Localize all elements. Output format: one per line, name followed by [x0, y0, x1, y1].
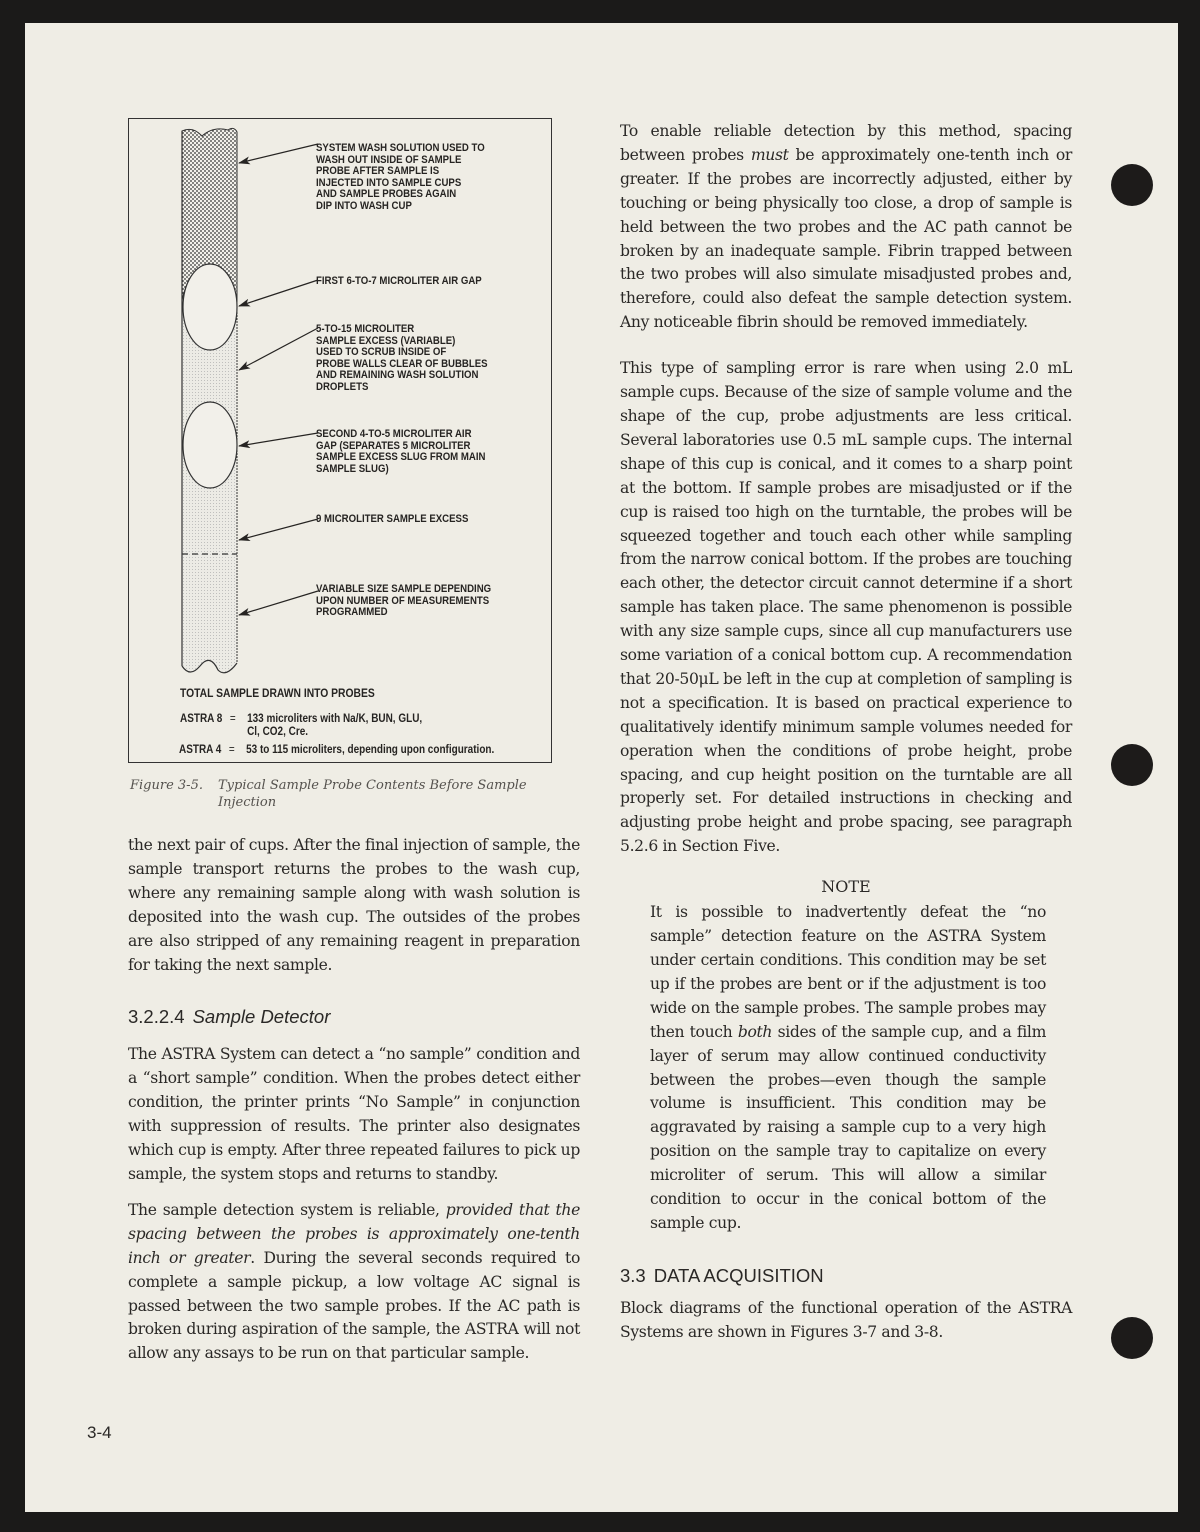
right-column — [620, 120, 1072, 1345]
total-sample-title: TOTAL SAMPLE DRAWN INTO PROBES — [180, 686, 375, 700]
label-line: 5-TO-15 MICROLITER — [316, 323, 415, 335]
note-title: NOTE — [821, 877, 871, 897]
text-run: be approximately one-tenth inch or greater. If the probes are incorrectly adjusted, either by touching or being physically too close, a drop of sample is held between the two probes and the AC path cannot be broken by an inadequate sample. Fibrin trapped between the two probes will also simulate misadjusted probes and, therefore, could also defeat the sample detection system. Any noticeable fibrin should be removed immediately. — [620, 145, 1072, 332]
label-line: INJECTED INTO SAMPLE CUPS — [316, 176, 462, 189]
text-run: sides of the sample cup, and a film layer of serum may allow continued conductivity between the probes—even though the sample volume is insufficient. This condition may be aggravated by raising a sample cup to a very high position on the sample tray to capitalize on every microliter of serum. This will allow a similar condition to occur in the conical bottom of the sample cup. — [650, 1022, 1047, 1232]
text-run: . During the several seconds required to complete a sample pickup, a low voltage AC signal is passed between the two sample probes. If the AC path is broken during aspiration of the sample, the ASTRA will not allow any assays to be run on that particular sample. — [128, 1248, 580, 1363]
paragraph-detection-reliability — [128, 1199, 580, 1366]
label-line: PROGRAMMED — [316, 606, 388, 619]
label-line: WASH OUT INSIDE OF SAMPLE — [316, 153, 462, 166]
label-line: SAMPLE EXCESS SLUG FROM MAIN — [316, 451, 486, 464]
label-line: 9 MICROLITER SAMPLE EXCESS — [316, 513, 469, 525]
emphasis-text: both — [737, 1022, 773, 1041]
label-line: FIRST 6-TO-7 MICROLITER AIR GAP — [316, 275, 482, 287]
section-heading-3-2-2-4 — [128, 1006, 580, 1028]
equals-sign: = — [229, 712, 236, 725]
caption-number: Figure 3-5. — [130, 778, 203, 793]
section-number: 3.2.2.4 — [128, 1006, 185, 1028]
label-line: SYSTEM WASH SOLUTION USED TO — [316, 142, 485, 154]
label-line: SAMPLE EXCESS (VARIABLE) — [316, 334, 456, 347]
label-nine-microliter-excess — [316, 514, 468, 526]
astra-8-label: ASTRA 8 — [180, 712, 223, 725]
label-line: DROPLETS — [316, 380, 369, 393]
document-page — [25, 23, 1178, 1512]
note-text — [650, 901, 1046, 1236]
label-line: VARIABLE SIZE SAMPLE DEPENDING — [316, 583, 492, 595]
binder-hole-middle — [1111, 744, 1153, 786]
caption-text-line2: Injection — [218, 795, 277, 810]
binder-hole-top — [1111, 164, 1153, 206]
astra-4-volume — [179, 744, 494, 757]
text-run: It is possible to inadvertently defeat the “no sample” detection feature on the ASTRA System under certain conditions. This condition may be set up if the probes are bent or if the adjustment is too wide on the sample probes. The sample probes may then touch — [650, 903, 1046, 1041]
caption-text-line1: Typical Sample Probe Contents Before Sample — [218, 778, 527, 793]
label-line: UPON NUMBER OF MEASUREMENTS — [316, 594, 490, 607]
section-title: DATA ACQUISITION — [653, 1264, 824, 1286]
text-run: To enable reliable detection by this method, spacing between probes — [620, 122, 1072, 164]
binder-hole-bottom — [1111, 1317, 1153, 1359]
section-title: Sample Detector — [192, 1006, 331, 1028]
paragraph-data-acquisition: Block diagrams of the functional operation of the ASTRA Systems are shown in Figures 3-7 and 3-8. — [620, 1298, 1072, 1341]
astra-8-value-line2: Cl, CO2, Cre. — [247, 724, 309, 738]
text-run: The sample detection system is reliable, — [128, 1200, 446, 1219]
page-number: 3-4 — [87, 1423, 112, 1442]
label-sample-excess-variable — [316, 324, 488, 394]
emphasis-text: must — [750, 145, 789, 164]
emphasis-text: provided that the spacing between the probes is approximately one-tenth inch or greater — [128, 1200, 580, 1267]
section-number: 3.3 — [620, 1264, 646, 1286]
equals-sign: = — [228, 743, 235, 756]
label-line: GAP (SEPARATES 5 MICROLITER — [316, 439, 471, 452]
paragraph-probe-spacing — [620, 120, 1072, 335]
astra-4-label: ASTRA 4 — [179, 743, 222, 756]
label-line: AND SAMPLE PROBES AGAIN — [316, 188, 457, 201]
section-heading-3-3 — [620, 1265, 1072, 1287]
label-line: AND REMAINING WASH SOLUTION — [316, 369, 479, 382]
astra-8-value-line1: 133 microliters with Na/K, BUN, GLU, — [247, 712, 423, 725]
figure-3-5 — [128, 118, 552, 763]
label-variable-size-sample — [316, 584, 491, 619]
astra-8-volume — [180, 713, 422, 738]
label-wash-solution — [316, 143, 485, 213]
label-line: DIP INTO WASH CUP — [316, 199, 412, 212]
astra-4-value: 53 to 115 microliters, depending upon configuration. — [246, 743, 495, 756]
label-line: USED TO SCRUB INSIDE OF — [316, 346, 447, 359]
label-line: PROBE AFTER SAMPLE IS — [316, 165, 440, 178]
left-column — [128, 834, 580, 1366]
label-line: SECOND 4-TO-5 MICROLITER AIR — [316, 428, 472, 440]
paragraph-no-sample-condition: The ASTRA System can detect a “no sample” condition and a “short sample” condition. When the probes detect either condition, the printer prints “No Sample” in conjunction with suppression of results. The printer also designates which cup is empty. After three repeated failures to pick up sample, the system stops and returns to standby. — [128, 1045, 580, 1183]
paragraph-wash-cup: the next pair of cups. After the final injection of sample, the sample transport returns the probes to the wash cup, where any remaining sample along with wash solution is deposited into the wash cup. The outsides of the probes are also stripped of any remaining reagent in preparation for taking the next sample. — [128, 836, 580, 974]
figure-caption — [130, 777, 570, 811]
paragraph-sampling-error: This type of sampling error is rare when using 2.0 mL sample cups. Because of the size of sample volume and the shape of the cup, probe adjustments are less critical. Several laboratories use 0.5 mL sample cups. The internal shape of this cup is conical, and it comes to a sharp point at the bottom. If sample probes are misadjusted or if the cup is raised too high on the turntable, the probes will be squeezed together and touch each other while sampling from the narrow conical bottom. If the probes are touching each other, the detector circuit cannot determine if a short sample has taken place. The same phenomenon is possible with any size sample cups, since all cup manufacturers use some variation of a conical bottom cup. A recommendation that 20-50μL be left in the cup at completion of sampling is not a specification. It is based on practical experience to qualitatively identify minimum sample volumes needed for operation when the conditions of probe height, probe spacing, and cup height position on the turntable are all properly set. For detailed instructions in checking and adjusting probe height and probe spacing, see paragraph 5.2.6 in Section Five. — [620, 359, 1072, 856]
label-line: SAMPLE SLUG) — [316, 462, 389, 475]
label-second-air-gap — [316, 429, 485, 475]
label-first-air-gap — [316, 276, 482, 288]
note-block — [620, 877, 1072, 1236]
label-line: PROBE WALLS CLEAR OF BUBBLES — [316, 357, 488, 370]
